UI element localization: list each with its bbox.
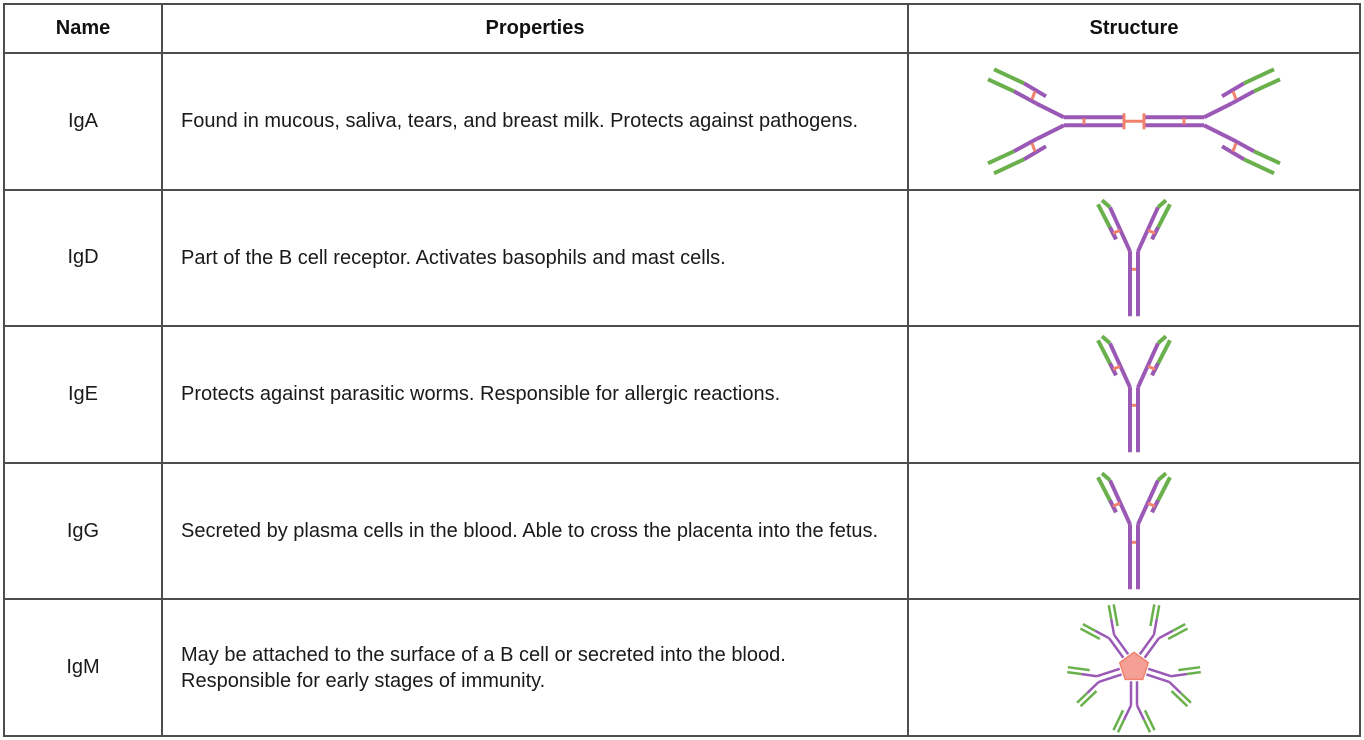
dimer-antibody-icon [909, 54, 1359, 189]
row-properties-igg: Secreted by plasma cells in the blood. Able to cross the placenta into the fetus. [162, 463, 908, 600]
row-name-iga: IgA [4, 53, 162, 190]
header-name: Name [4, 4, 162, 53]
row-structure-igd [908, 190, 1360, 327]
row-structure-igg [908, 463, 1360, 600]
row-name-igg: IgG [4, 463, 162, 600]
table-row [4, 326, 1360, 463]
row-structure-iga [908, 53, 1360, 190]
row-name-igm: IgM [4, 599, 162, 736]
immunoglobulin-table [3, 3, 1361, 737]
table-row [4, 53, 1360, 190]
row-properties-igd: Part of the B cell receptor. Activates basophils and mast cells. [162, 190, 908, 327]
row-structure-ige [908, 326, 1360, 463]
pentamer-antibody-icon [909, 600, 1359, 735]
row-properties-iga: Found in mucous, saliva, tears, and breast milk. Protects against pathogens. [162, 53, 908, 190]
row-properties-ige: Protects against parasitic worms. Responsible for allergic reactions. [162, 326, 908, 463]
monomer-antibody-icon [909, 327, 1359, 462]
row-name-igd: IgD [4, 190, 162, 327]
table-header-row [4, 4, 1360, 53]
row-structure-igm [908, 599, 1360, 736]
header-properties: Properties [162, 4, 908, 53]
header-structure: Structure [908, 4, 1360, 53]
table-row [4, 463, 1360, 600]
table-row [4, 599, 1360, 736]
row-properties-igm: May be attached to the surface of a B cell or secreted into the blood. Responsible for early stages of immunity. [162, 599, 908, 736]
monomer-antibody-icon [909, 191, 1359, 326]
monomer-antibody-icon [909, 464, 1359, 599]
row-name-ige: IgE [4, 326, 162, 463]
table-row [4, 190, 1360, 327]
